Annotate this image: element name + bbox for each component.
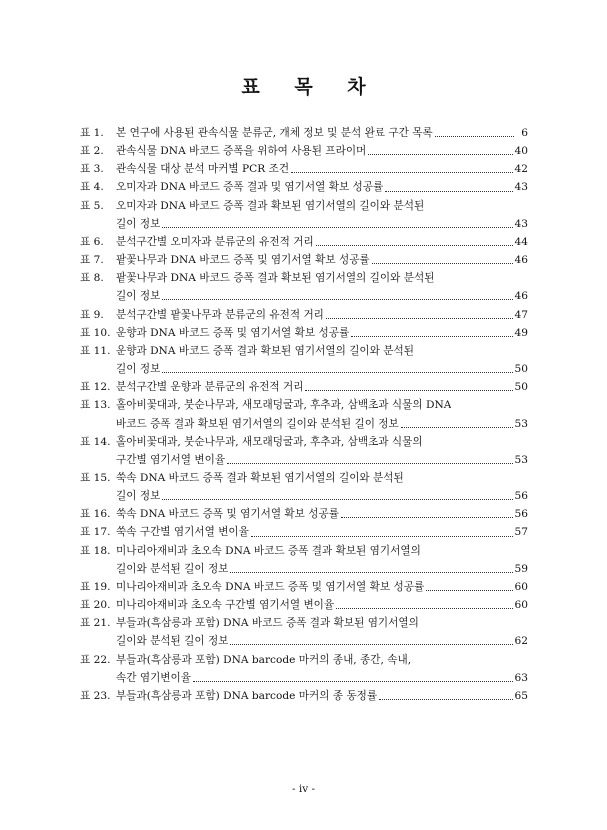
dot-leader	[162, 371, 512, 373]
toc-entry-page: 53	[514, 453, 528, 466]
toc-entry-title: 미나리아재비과 초오속 DNA 바코드 증폭 결과 확보된 염기서열의	[116, 544, 421, 557]
toc-entry[interactable]	[80, 342, 528, 378]
dot-leader	[305, 389, 512, 391]
toc-entry-number: 표 4.	[80, 181, 104, 194]
toc-entry-title: 길이 정보	[116, 363, 161, 376]
toc-entry-title: 길이와 분석된 길이 정보	[116, 635, 229, 648]
dot-leader	[193, 680, 513, 682]
dot-leader	[251, 535, 513, 537]
toc-entry-number: 표 12.	[80, 381, 111, 394]
toc-entry-number: 표 2.	[80, 145, 104, 158]
toc-entry-title: 운향과 DNA 바코드 증폭 결과 확보된 염기서열의 길이와 분석된	[116, 344, 414, 357]
toc-entry-number: 표 16.	[80, 508, 111, 521]
toc-entry[interactable]	[80, 251, 528, 269]
dot-leader	[316, 244, 513, 246]
toc-entry-number: 표 1.	[80, 127, 104, 139]
toc-entry[interactable]	[80, 614, 528, 650]
toc-entry-title: 미나리아재비과 초오속 구간별 염기서열 변이율	[116, 599, 335, 612]
toc-entry-title: 길이와 분석된 길이 정보	[116, 562, 229, 575]
dot-leader	[326, 317, 513, 319]
toc-entry[interactable]	[80, 124, 528, 142]
toc-entry[interactable]	[80, 396, 528, 432]
toc-entry[interactable]	[80, 596, 528, 614]
toc-entry-page: 44	[514, 235, 528, 248]
toc-entry-page: 50	[514, 381, 528, 394]
toc-entry[interactable]	[80, 178, 528, 196]
toc-entry-title: 팥꽃나무과 DNA 바코드 증폭 및 염기서열 확보 성공률	[116, 254, 370, 267]
toc-entry-page: 50	[514, 363, 528, 376]
toc-entry[interactable]	[80, 378, 528, 396]
toc-entry-page: 46	[514, 254, 528, 267]
dot-leader	[162, 498, 512, 500]
dot-leader	[401, 426, 513, 428]
toc-entry-title: 분석구간별 오미자과 분류군의 유전적 거리	[116, 235, 314, 248]
toc-entry-page: 60	[514, 580, 528, 593]
toc-entry-number: 표 13.	[80, 399, 111, 412]
dot-leader	[426, 589, 512, 591]
toc-entry-page: 56	[514, 490, 528, 503]
toc-entry-title: 부들과(흑삼릉과 포함) DNA barcode 마커의 종내, 종간, 속내,	[116, 653, 412, 666]
page-number: - iv -	[291, 783, 316, 795]
toc-entry-number: 표 14.	[80, 435, 111, 448]
dot-leader	[341, 516, 513, 518]
dot-leader	[162, 298, 512, 300]
toc-entry-page: 62	[514, 635, 528, 648]
toc-entry-number: 표 7.	[80, 254, 104, 267]
toc-entry-title: 바코드 증폭 결과 확보된 염기서열의 길이와 분석된 길이 정보	[116, 417, 399, 430]
toc-entry[interactable]	[80, 324, 528, 342]
toc-entry-page: 40	[514, 145, 528, 158]
toc-entry[interactable]	[80, 523, 528, 541]
toc-entry-page: 59	[514, 562, 528, 575]
toc-entry-title: 쑥속 DNA 바코드 증폭 및 염기서열 확보 성공률	[116, 508, 339, 521]
toc-entry-page: 65	[514, 689, 528, 702]
toc-entry-number: 표 18.	[80, 544, 111, 557]
toc-entry-page: 60	[514, 599, 528, 612]
toc-entry-page: 43	[514, 181, 528, 194]
toc-entry-page: 63	[514, 671, 528, 684]
toc-entry-title: 운향과 DNA 바코드 증폭 및 염기서열 확보 성공률	[116, 326, 350, 339]
toc-entry-number: 표 17.	[80, 526, 111, 539]
toc-entry[interactable]	[80, 469, 528, 505]
toc-entry-title: 홀아비꽃대과, 붓순나무과, 새모래덩굴과, 후추과, 삼백초과 식물의 DNA	[116, 399, 452, 412]
toc-entry-page: 49	[514, 326, 528, 339]
toc-entry-number: 표 23.	[80, 689, 111, 702]
toc-entry[interactable]	[80, 142, 528, 160]
toc-entry-title: 쑥속 구간별 염기서열 변이율	[116, 526, 249, 539]
toc-entry-page: 6	[521, 127, 528, 139]
toc-entry-page: 57	[514, 526, 528, 539]
toc-entry-number: 표 15.	[80, 471, 111, 484]
toc-entry-title: 쑥속 DNA 바코드 증폭 결과 확보된 염기서열의 길이와 분석된	[116, 471, 404, 484]
toc-entry[interactable]	[80, 160, 528, 178]
toc-entry-page: 56	[514, 508, 528, 521]
toc-entry-title: 본 연구에 사용된 관속식물 분류군, 개체 정보 및 분석 완료 구간 목록	[116, 127, 433, 139]
toc-entry-title: 오미자과 DNA 바코드 증폭 결과 확보된 염기서열의 길이와 분석된	[116, 199, 425, 212]
toc-entry-title: 분석구간별 운향과 분류군의 유전적 거리	[116, 381, 304, 394]
dot-leader	[351, 335, 512, 337]
dot-leader	[227, 462, 512, 464]
toc-entry-page: 42	[514, 163, 528, 176]
toc-entry[interactable]	[80, 233, 528, 251]
dot-leader	[368, 153, 512, 155]
toc-entry-title: 부들과(흑삼릉과 포함) DNA barcode 마커의 종 동정률	[116, 689, 378, 702]
toc-entry[interactable]	[80, 306, 528, 324]
toc-entry-page: 53	[514, 417, 528, 430]
dot-leader	[435, 135, 514, 137]
toc-entry[interactable]	[80, 433, 528, 469]
toc-entry-title: 속간 염기변이율	[116, 671, 192, 684]
dot-leader	[162, 226, 512, 228]
toc-entry-page: 43	[514, 217, 528, 230]
dot-leader	[291, 171, 512, 173]
toc-entry-number: 표 3.	[80, 163, 104, 176]
table-of-contents	[80, 124, 528, 705]
toc-entry-title: 길이 정보	[116, 217, 161, 230]
toc-entry-number: 표 5.	[80, 199, 104, 212]
toc-entry-title: 길이 정보	[116, 290, 161, 303]
toc-entry-title: 관속식물 대상 분석 마커별 PCR 조건	[116, 163, 290, 176]
dot-leader	[230, 643, 512, 645]
toc-entry-page: 46	[514, 290, 528, 303]
toc-entry-title: 구간별 염기서열 변이율	[116, 453, 226, 466]
toc-entry[interactable]	[80, 542, 528, 578]
toc-entry-number: 표 9.	[80, 308, 104, 321]
toc-entry-number: 표 10.	[80, 326, 111, 339]
dot-leader	[336, 607, 512, 609]
toc-entry-title: 팥꽃나무과 DNA 바코드 증폭 결과 확보된 염기서열의 길이와 분석된	[116, 272, 435, 285]
toc-entry-page: 47	[514, 308, 528, 321]
toc-entry-title: 오미자과 DNA 바코드 증폭 결과 및 염기서열 확보 성공률	[116, 181, 384, 194]
toc-entry-number: 표 6.	[80, 235, 104, 248]
toc-entry[interactable]	[80, 197, 528, 233]
toc-entry[interactable]	[80, 505, 528, 523]
dot-leader	[379, 698, 512, 700]
toc-entry-title: 부들과(흑삼릉과 포함) DNA 바코드 증폭 결과 확보된 염기서열의	[116, 617, 419, 630]
dot-leader	[372, 262, 513, 264]
dot-leader	[230, 571, 512, 573]
toc-entry[interactable]	[80, 578, 528, 596]
toc-entry-number: 표 19.	[80, 580, 111, 593]
toc-entry-title: 홀아비꽃대과, 붓순나무과, 새모래덩굴과, 후추과, 삼백초과 식물의	[116, 435, 423, 448]
toc-entry-title: 길이 정보	[116, 490, 161, 503]
toc-entry-title: 분석구간별 팥꽃나무과 분류군의 유전적 거리	[116, 308, 324, 321]
toc-entry-title: 관속식물 DNA 바코드 증폭을 위하여 사용된 프라이머	[116, 145, 367, 158]
toc-entry[interactable]	[80, 269, 528, 305]
dot-leader	[385, 190, 512, 192]
toc-entry-title: 미나리아재비과 초오속 DNA 바코드 증폭 및 염기서열 확보 성공률	[116, 580, 425, 593]
toc-entry-number: 표 8.	[80, 272, 104, 285]
toc-entry-number: 표 22.	[80, 653, 111, 666]
page-title: 표 목 차	[241, 76, 380, 98]
toc-entry[interactable]	[80, 651, 528, 687]
toc-entry-number: 표 20.	[80, 599, 111, 612]
toc-entry-number: 표 11.	[80, 344, 111, 357]
toc-entry[interactable]	[80, 687, 528, 705]
toc-entry-number: 표 21.	[80, 617, 111, 630]
